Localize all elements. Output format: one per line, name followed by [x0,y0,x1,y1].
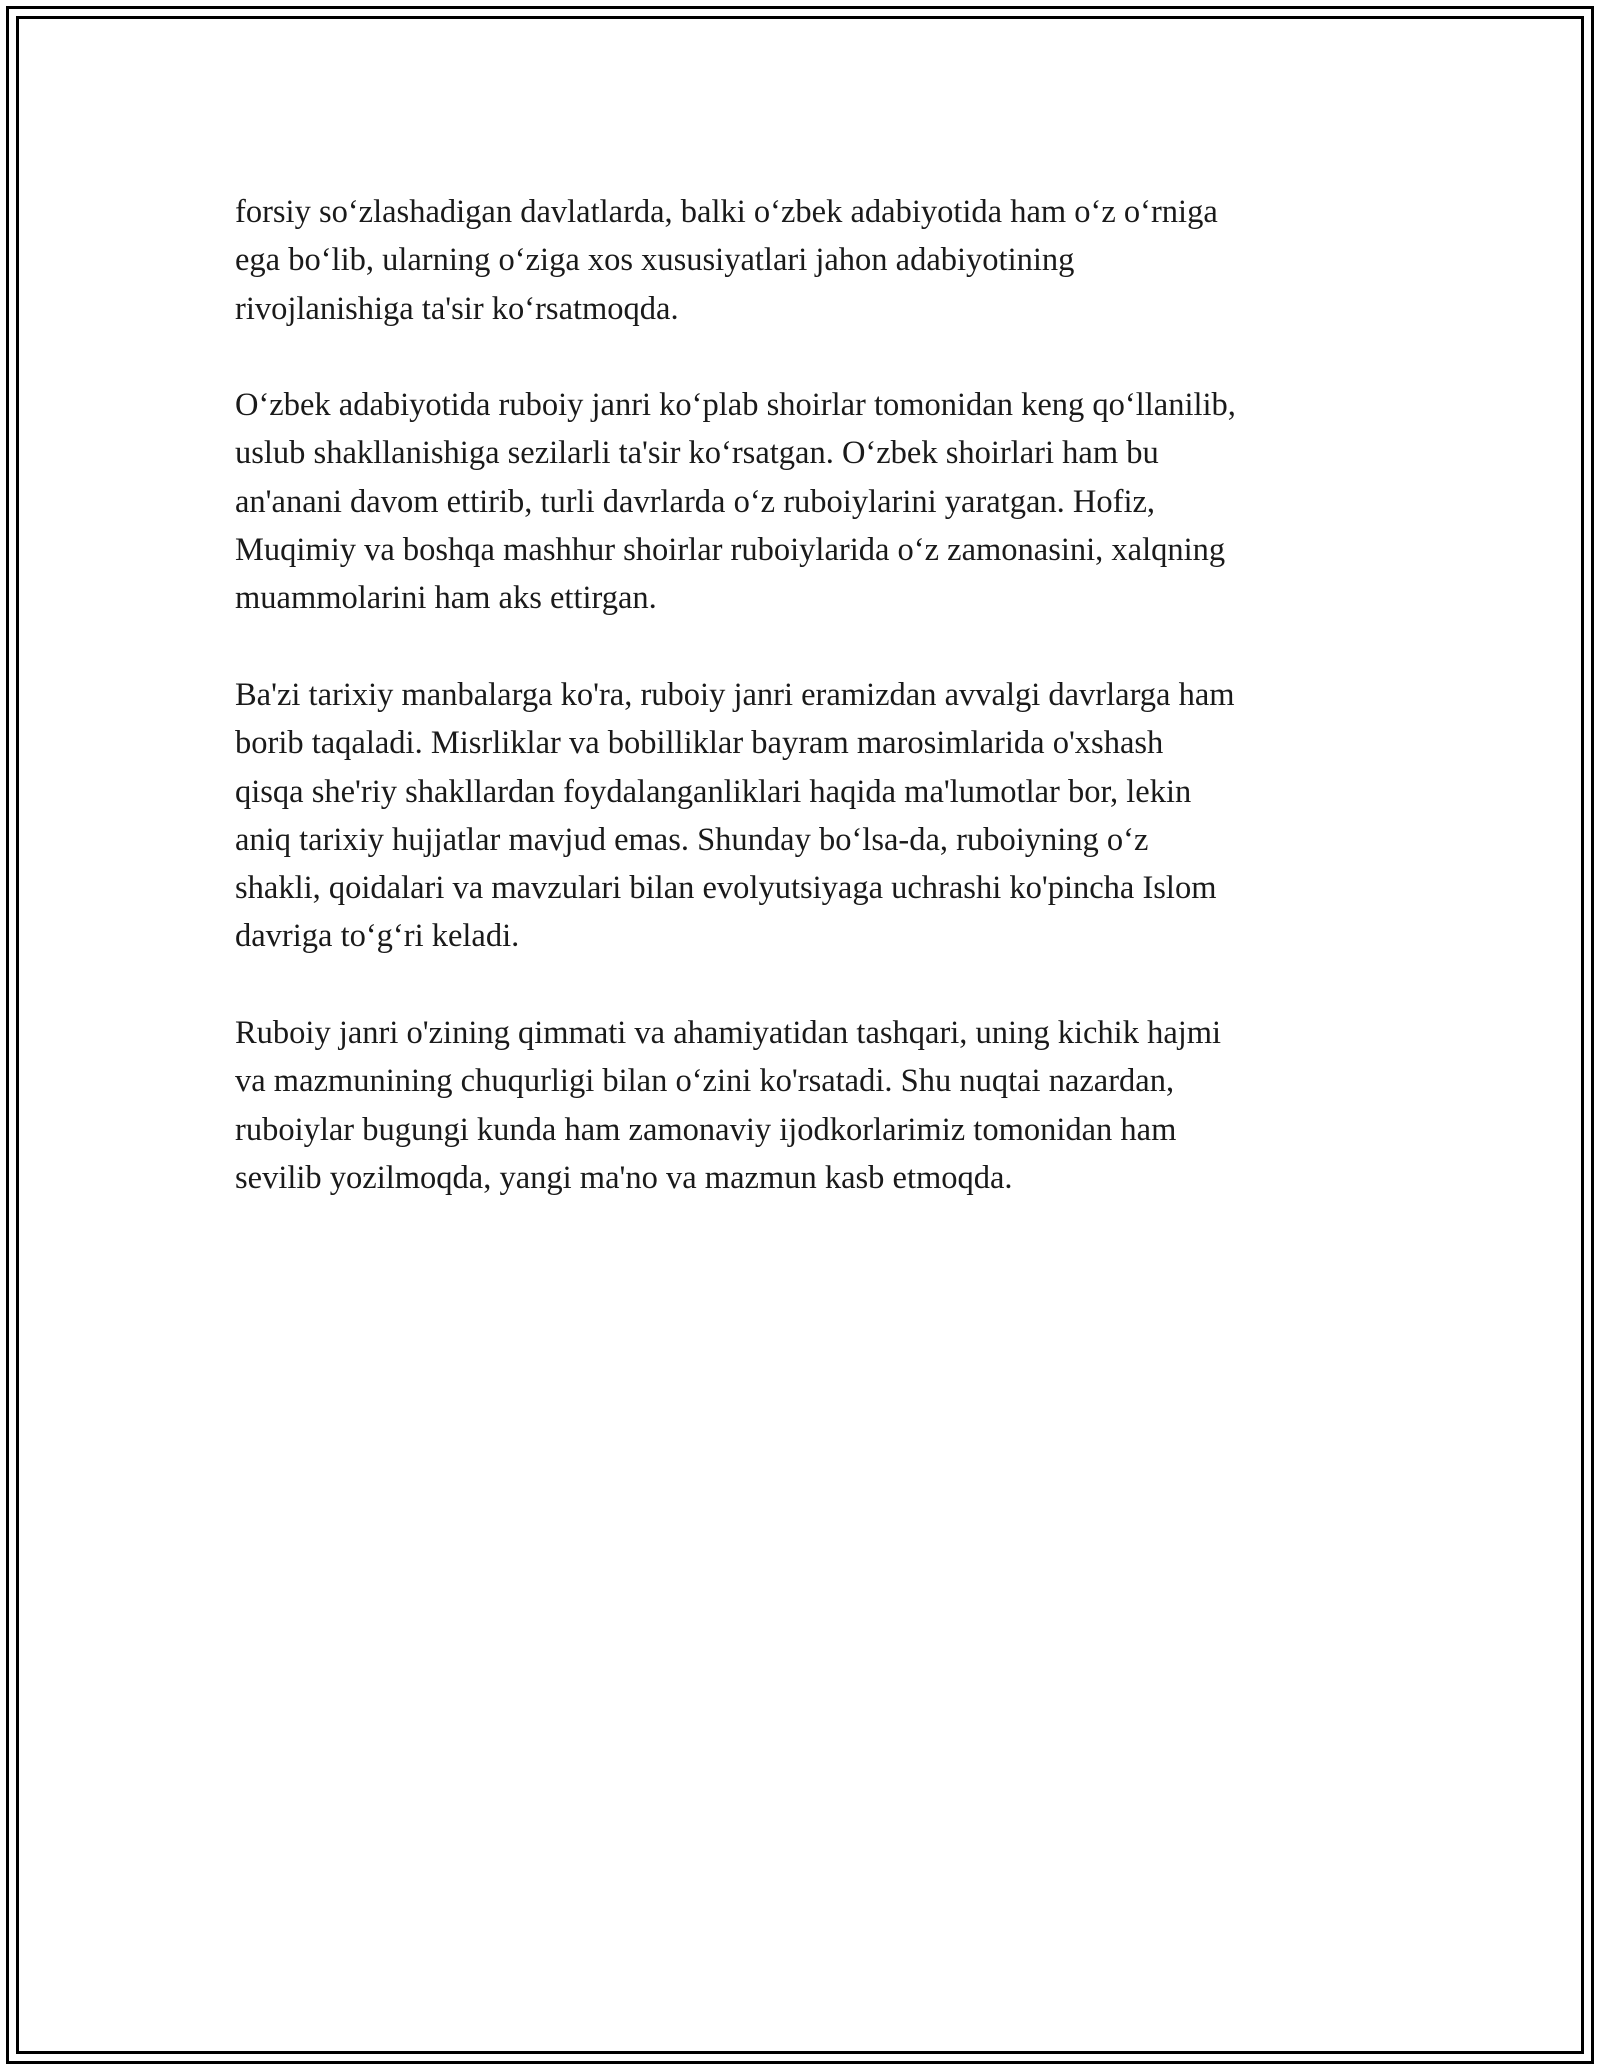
text-line: an'anani davom ettirib, turli davrlarda o‘z ruboiylarini yaratgan. Hofiz, [235,483,1156,520]
text-line: Ruboiy janri o'zining qimmati va ahamiyatidan tashqari, uning kichik hajmi [235,1015,1222,1052]
text-line: sevilib yozilmoqda, yangi ma'no va mazmun kasb etmoqda. [235,1159,1013,1196]
document-body [235,188,1375,1251]
text-line: rivojlanishiga ta'sir ko‘rsatmoqda. [235,290,679,327]
text-line: qisqa she'riy shakllardan foydalanganliklari haqida ma'lumotlar bor, lekin [235,773,1192,810]
paragraph [235,1009,1375,1202]
text-line: Muqimiy va boshqa mashhur shoirlar ruboiylarida o‘z zamonasini, xalqning [235,532,1226,569]
text-line: borib taqaladi. Misrliklar va bobilliklar bayram marosimlarida o'xshash [235,725,1164,762]
text-line: davriga to‘g‘ri keladi. [235,918,520,955]
text-line: aniq tarixiy hujjatlar mavjud emas. Shunday bo‘lsa-da, ruboiyning o‘z [235,821,1149,858]
text-line: ega bo‘lib, ularning o‘ziga xos xususiyatlari jahon adabiyotining [235,242,1075,279]
text-line: va mazmunining chuqurligi bilan o‘zini ko'rsatadi. Shu nuqtai nazardan, [235,1063,1175,1100]
paragraph [235,381,1375,622]
text-line: forsiy so‘zlashadigan davlatlarda, balki o‘zbek adabiyotida ham o‘z o‘rniga [235,194,1218,230]
text-line: ruboiylar bugungi kunda ham zamonaviy ijodkorlarimiz tomonidan ham [235,1111,1177,1148]
text-line: shakli, qoidalari va mavzulari bilan evolyutsiyaga uchrashi ko'pincha Islom [235,870,1217,907]
text-line: Ba'zi tarixiy manbalarga ko'ra, ruboiy janri eramizdan avvalgi davrlarga ham [235,676,1235,713]
paragraph [235,671,1375,961]
paragraph [235,188,1375,333]
text-line: uslub shakllanishiga sezilarli ta'sir ko‘rsatgan. O‘zbek shoirlari ham bu [235,435,1159,472]
text-line: muammolarini ham aks ettirgan. [235,580,657,617]
text-line: O‘zbek adabiyotida ruboiy janri ko‘plab shoirlar tomonidan keng qo‘llanilib, [235,387,1236,424]
